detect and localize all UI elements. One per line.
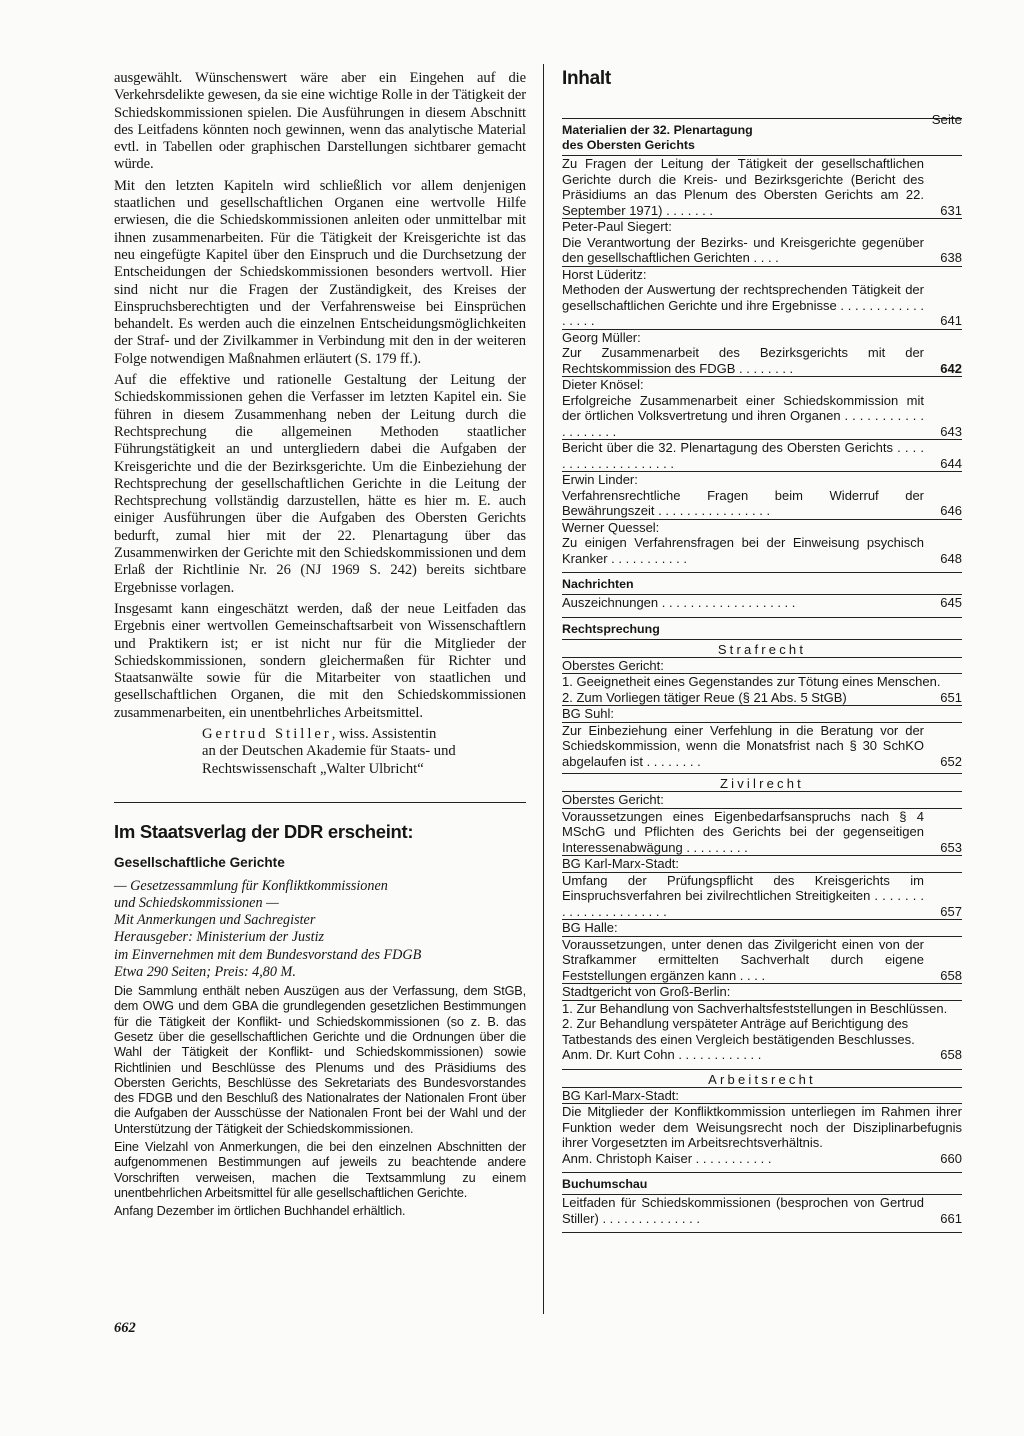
toc-entry[interactable]: Die Mitglieder der Konfliktkommission unterliegen im Rahmen ihrer Funktion weder dem Weisungsrecht noch der Disziplinarbefugnis ihrer Vorgesetzten im Arbeitsrechtsverhältnis. xyxy=(562,1104,962,1150)
book-review xyxy=(114,70,526,722)
entry-title: Methoden der Auswertung der rechtsprechenden Tätigkeit der gesellschaftlichen Gerichte und ihre Ergebnisse . . . . . . . . . . . . . . . . . xyxy=(562,282,924,328)
toc-rule xyxy=(562,1069,962,1070)
entry-page: 644 xyxy=(940,455,962,471)
review-paragraph: ausgewählt. Wünschenswert wäre aber ein Eingehen auf die Verkehrsdelikte gewesen, da sie eine wichtige Rolle in der Tätigkeit der Schiedskommissionen spielen. Die Ausführungen in diesem Abschnitt des Leitfadens könnten noch gewinnen, wenn das analytische Material evtl. in Tabellen oder graphischen Darstellungen sichtbarer gemacht würde. xyxy=(114,70,526,173)
page-column-label: Seite xyxy=(931,112,962,127)
toc-entry[interactable]: 2. Zur Behandlung verspäteter Anträge auf Berichtigung des Tatbestands des einen Vergleich bestätigenden Beschlusses. xyxy=(562,1016,915,1047)
entry-title: Zu Fragen der Leitung der Tätigkeit der gesellschaftlichen Gerichte durch die Kreis- und Bezirksgerichte (Bericht des Präsidiums an das Plenum des Obersten Gerichts am 22. September 1971) . . . . . . . xyxy=(562,156,924,218)
court-name: BG Halle: xyxy=(562,920,618,935)
section-divider xyxy=(114,802,526,803)
toc-rule xyxy=(562,572,962,573)
section-heading-buchumschau: Buchumschau xyxy=(562,1177,648,1191)
toc-entry[interactable] xyxy=(562,440,962,471)
page-number: 662 xyxy=(114,1320,136,1336)
announcement-heading: Im Staatsverlag der DDR erscheint: xyxy=(114,820,414,842)
court-name: Oberstes Gericht: xyxy=(562,792,664,807)
column-divider xyxy=(543,64,544,1314)
entry-author: Horst Lüderitz: xyxy=(562,266,647,282)
toc-entry[interactable] xyxy=(562,345,962,376)
entry-page: 657 xyxy=(940,903,962,919)
entry-page: 651 xyxy=(940,689,962,705)
section-heading-materialien: Materialien der 32. Plenartagung xyxy=(562,123,753,137)
reviewer-name: Gertrud Stiller xyxy=(202,725,332,742)
entry-page: 642 xyxy=(940,360,962,376)
entry-page: 638 xyxy=(940,250,962,265)
toc-entry[interactable] xyxy=(562,1195,962,1226)
book-editor: im Einvernehmen mit dem Bundesvorstand des FDGB xyxy=(114,946,422,963)
toc-rule xyxy=(562,118,962,119)
section-heading-materialien-2: des Obersten Gerichts xyxy=(562,138,695,152)
toc-rule xyxy=(562,1232,962,1233)
toc-entry[interactable] xyxy=(562,937,962,984)
entry-page: 652 xyxy=(940,753,962,769)
entry-author: Erwin Linder: xyxy=(562,472,638,487)
book-title: Gesellschaftliche Gerichte xyxy=(114,854,285,870)
entry-title: Zu einigen Verfahrensfragen bei der Einweisung psychisch Kranker . . . . . . . . . . . xyxy=(562,535,924,566)
toc-entry[interactable] xyxy=(562,488,962,519)
entry-author: Georg Müller: xyxy=(562,329,641,345)
entry-page: 641 xyxy=(940,313,962,328)
toc-entry[interactable] xyxy=(562,1047,962,1063)
entry-title: Voraussetzungen eines Eigenbedarfsanspruchs nach § 4 MSchG und Pflichten des Gerichts bei der gegenseitigen Interessenabwägung . . . . . . . . . xyxy=(562,808,924,855)
entry-page: 648 xyxy=(940,550,962,566)
entry-title: Auszeichnungen . . . . . . . . . . . . . . . . . . . xyxy=(562,595,796,610)
toc-entry[interactable]: 1. Geeignetheit eines Gegenstandes zur Tötung eines Menschen. xyxy=(562,674,941,689)
court-name: BG Karl-Marx-Stadt: xyxy=(562,856,680,871)
topic-zivilrecht: Zivilrecht xyxy=(719,776,804,791)
entry-title: Umfang der Prüfungspflicht des Kreisgerichts im Einspruchsverfahren bei zivilrechtlichen Streitigkeiten . . . . . . . . . . . . . . . . . . . . . . xyxy=(562,872,924,919)
toc-entry[interactable] xyxy=(562,723,962,770)
book-subtitle: Mit Anmerkungen und Sachregister xyxy=(114,912,316,929)
review-paragraph: Mit den letzten Kapiteln wird schließlich vor allem denjenigen staatlichen und gesellschaftlichen Organen eine wertvolle Hilfe erwiesen, die die Schiedskommissionen anleiten oder unmittelbar mit ihnen zusammenarbeiten. Für die Tätigkeit der Kreisgerichte ist das neu eingefügte Kapitel über den Einspruch und die Durchsetzung der Entscheidungen der Schiedskommissionen besonders wertvoll. Hier sind nicht nur die Fragen der Zuständigkeit, des Kreises der Einspruchsberechtigten und der Verfahrensweise bei Einsprüchen behandelt. Es werden auch die einzelnen Entscheidungsmöglichkeiten der Straf- und der Zivilkammer in Verbindung mit den in der weiteren Folge notwendigen Maßnahmen erläutert (S. 179 ff.). xyxy=(114,177,526,367)
toc-entry[interactable] xyxy=(562,809,962,856)
entry-page: 658 xyxy=(940,1047,962,1062)
announcement-text: Die Sammlung enthält neben Auszügen aus der Verfassung, dem StGB, dem OWG und dem GBA die grundlegenden gesetzlichen Bestimmungen für die Tätigkeit der Konflikt- und Schiedskommissionen (so z. B. das Gesetz über die gesellschaftlichen Gerichte und die Ordnungen über die Wahl der Tätigkeit der Konflikt- und Schiedskommissionen) sowie Richtlinien und Beschlüsse des Plenums und des Präsidiums des Obersten Gerichts, Beschlüsse des Sekretariats des Bundesvorstandes des FDGB und den Beschluß des Nationalrates der Nationalen Front über die Aufgaben der Ausschüsse der Nationalen Front bei der Wahl und der Unterstützung der Tätigkeit der Schiedskommissionen. xyxy=(114,984,526,1136)
entry-note: Anm. Christoph Kaiser . . . . . . . . . . . xyxy=(562,1150,772,1166)
left-column xyxy=(114,70,526,1220)
toc-entry[interactable] xyxy=(562,690,962,706)
toc-entry[interactable] xyxy=(562,1151,962,1167)
toc-entry[interactable] xyxy=(562,595,962,611)
toc-rule xyxy=(562,773,962,774)
court-name: Oberstes Gericht: xyxy=(562,657,664,673)
toc-entry[interactable] xyxy=(562,235,962,266)
entry-page: 643 xyxy=(940,423,962,439)
entry-author: Dieter Knösel: xyxy=(562,377,644,392)
court-name: Stadtgericht von Groß-Berlin: xyxy=(562,984,731,999)
entry-title: Leitfaden für Schiedskommissionen (besprochen von Gertrud Stiller) . . . . . . . . . . . . . . xyxy=(562,1195,924,1226)
toc-entry[interactable]: 1. Zur Behandlung von Sachverhaltsfeststellungen in Beschlüssen. xyxy=(562,1000,948,1016)
toc-entry[interactable] xyxy=(562,156,962,218)
toc-entry[interactable] xyxy=(562,873,962,920)
book-subtitle: und Schiedskommissionen — xyxy=(114,895,279,912)
publisher-announcement xyxy=(114,821,526,1220)
book-editor: Herausgeber: Ministerium der Justiz xyxy=(114,929,325,946)
entry-page: 645 xyxy=(940,595,962,610)
entry-page: 646 xyxy=(940,503,962,518)
toc-rule xyxy=(562,639,962,640)
review-paragraph: Insgesamt kann eingeschätzt werden, daß der neue Leitfaden das Ergebnis einer wertvollen Gemeinschaftsarbeit von Wissenschaftlern und Praktikern ist; er ist nicht nur für die Mitglieder der Schiedskommissionen, sondern gleichermaßen für Richter und Staatsanwälte sowie für die Mitarbeiter von staatlichen und gesellschaftlichen Organen, die mit den Schiedskommissionen zusammenarbeiten, ein unentbehrliches Arbeitsmittel. xyxy=(114,600,526,721)
entry-page: 660 xyxy=(940,1150,962,1166)
reviewer-title: , wiss. Assistentin xyxy=(331,725,437,742)
toc-entry[interactable] xyxy=(562,282,962,329)
review-paragraph: Auf die effektive und rationelle Gestaltung der Leitung der Schiedskommissionen gehen die Verfasser im letzten Kapitel ein. Sie führen in diesem Zusammenhang neben der Leitung durch die Rechtsprechung die allgemeinen Methoden staatlicher Führungstätigkeit an und untergliedern dabei die Aufgaben der Kreisgerichte und die der Bezirksgerichte. Um die Einbeziehung der Rechtsprechung der gesellschaftlichen Gerichte in die Leitung der Rechtsprechung vollständig darzustellen, hätte es hier m. E. auch einiger Ausführungen über die Aufgaben des Obersten Gerichts bedurft, zumal hier mit der 22. Plenartagung über das Zusammenwirken der Gerichte mit den Schiedskommissionen und dem Erlaß der Richtlinie Nr. 26 (NJ 1969 S. 242) bereits sichtbare Ergebnisse vorlagen. xyxy=(114,372,526,596)
book-price: Etwa 290 Seiten; Preis: 4,80 M. xyxy=(114,963,296,980)
entry-title: Zur Zusammenarbeit des Bezirksgerichts mit der Rechtskommission des FDGB . . . . . . . . xyxy=(562,345,924,376)
entry-page: 653 xyxy=(940,839,962,855)
entry-page: 631 xyxy=(940,202,962,218)
court-name: BG Karl-Marx-Stadt: xyxy=(562,1087,680,1103)
entry-author: Werner Quessel: xyxy=(562,519,660,535)
toc-title: Inhalt xyxy=(562,68,611,89)
court-name: BG Suhl: xyxy=(562,706,615,721)
entry-note: Anm. Dr. Kurt Cohn . . . . . . . . . . . . xyxy=(562,1047,762,1062)
entry-title: Zur Einbeziehung einer Verfehlung in die Beratung vor der Schiedskommission, wenn die Monatsfrist nach § 30 SchKO abgelaufen ist . . . . . . . . xyxy=(562,722,924,769)
entry-title: Verfahrensrechtliche Fragen beim Widerruf der Bewährungszeit . . . . . . . . . . . . . . . . xyxy=(562,487,924,518)
announcement-text: Anfang Dezember im örtlichen Buchhandel erhältlich. xyxy=(114,1204,406,1219)
toc-rule xyxy=(562,617,962,618)
entry-title: 2. Zum Vorliegen tätiger Reue (§ 21 Abs. 5 StGB) xyxy=(562,689,847,705)
review-signature xyxy=(202,726,526,778)
entry-page: 658 xyxy=(940,967,962,983)
book-subtitle: — Gesetzessammlung für Konfliktkommissionen xyxy=(114,877,388,894)
reviewer-affiliation-2: Rechtswissenschaft „Walter Ulbricht“ xyxy=(202,760,424,777)
section-heading-nachrichten: Nachrichten xyxy=(562,577,634,591)
topic-arbeitsrecht: Arbeitsrecht xyxy=(708,1071,816,1087)
toc-entry[interactable] xyxy=(562,393,962,440)
entry-title: Erfolgreiche Zusammenarbeit einer Schiedskommission mit der örtlichen Volksvertretung und ihren Organen . . . . . . . . . . . . . . . . . . . xyxy=(562,392,924,439)
entry-page: 661 xyxy=(940,1210,962,1226)
entry-title: Die Verantwortung der Bezirks- und Kreisgerichte gegenüber den gesellschaftlichen Gerichten . . . . xyxy=(562,234,924,265)
reviewer-affiliation-1: an der Deutschen Akademie für Staats- und xyxy=(202,743,456,760)
section-heading-rechtsprechung: Rechtsprechung xyxy=(562,621,660,636)
toc-entry[interactable] xyxy=(562,535,962,566)
entry-title: Bericht über die 32. Plenartagung des Obersten Gerichts . . . . . . . . . . . . . . . . . . . . xyxy=(562,440,924,471)
topic-strafrecht: Strafrecht xyxy=(717,641,807,657)
announcement-text: Eine Vielzahl von Anmerkungen, die bei den einzelnen Abschnitten der aufgenommenen Bestimmungen auf jeweils zu beachtende andere Vorschriften verweisen, machen die Textsammlung zu einem unentbehrlichen Arbeitsmittel für alle gesellschaftlichen Gerichte. xyxy=(114,1140,526,1200)
table-of-contents xyxy=(562,68,962,1233)
entry-title: Voraussetzungen, unter denen das Zivilgericht einen von der Strafkammer ermittelten Sachverhalt durch eigene Feststellungen ergänzen kann . . . . xyxy=(562,936,924,983)
toc-rule xyxy=(562,1172,962,1173)
entry-author: Peter-Paul Siegert: xyxy=(562,219,672,234)
